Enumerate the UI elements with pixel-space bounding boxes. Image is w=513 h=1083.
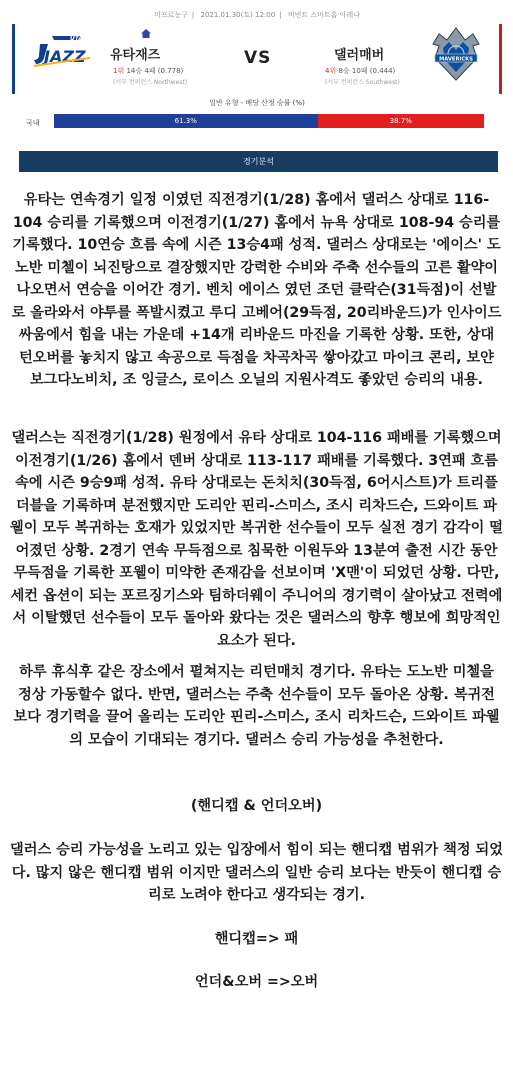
svg-text:JAZZ: JAZZ: [44, 47, 86, 66]
handicap-heading: (핸디캡 & 언더오버): [190, 798, 323, 814]
odds-title: 일반 유형 - 배당 산정 승률 (%): [209, 99, 305, 107]
section-title: 경기분석: [243, 157, 274, 166]
handicap-paragraph: 댈러스 승리 가능성을 노리고 있는 입장에서 힘이 되는 핸디캡 범위가 책정 되었다. 많지 않은 핸디캡 범위 이지만 댈러스의 일반 승리 보다는 반듯이 핸디캡 승리로 노려야 한다고 생각되는 경기.: [10, 842, 503, 903]
home-team-conference: (서부 컨퍼런스 Northwest): [113, 79, 188, 86]
svg-text:UTAH: UTAH: [70, 35, 89, 42]
mavericks-logo: [427, 24, 485, 84]
svg-text:MAVERICKS: MAVERICKS: [439, 56, 473, 63]
away-team-rank: 4위: [325, 67, 337, 75]
home-icon: [141, 29, 151, 38]
away-team-record: [325, 66, 395, 76]
odds-row-label: 국내: [26, 119, 40, 127]
away-team-stripe: [499, 24, 502, 94]
over-under-pick: 언더&오버 =>오버: [194, 974, 319, 990]
match-datetime: 2021.01.30(토) 12:00: [200, 11, 276, 19]
match-card: [12, 4, 502, 134]
home-team-record: [113, 66, 183, 76]
section-header: [19, 151, 498, 172]
league-label: 미프로농구: [154, 11, 188, 19]
away-team-winloss: 8승 10패 (0.444): [338, 67, 396, 75]
vs-label: VS: [244, 48, 272, 68]
home-odds-bar: [54, 114, 318, 128]
away-odds-bar: [318, 114, 484, 128]
analysis-paragraph-summary: 하루 휴식후 같은 장소에서 펼쳐지는 리턴매치 경기다. 유타는 도노반 미첼을 정상 가동할수 없다. 반면, 댈러스는 주축 선수들이 모두 돌아온 상황. 복귀전 보다 경기력을 끌어 올리는 도리안 핀리-스미스, 조시 리차드슨, 드와이트 파웰의 모습이 기대되는 경기다. 댈러스 승리 가능성을 추천한다.: [13, 664, 500, 748]
analysis-paragraph-away: 댈러스는 직전경기(1/28) 원정에서 유타 상대로 104-116 패배를 기록했으며 이전경기(1/26) 홈에서 덴버 상대로 113-117 패배를 기록했다. 3연패 흐름 속에 시즌 9승9패 성적. 유타 상대로는 돈치치(30득점, 6어시스트)가 트리플 더블을 기록하며 분전했지만 도리안 핀리-스미스, 조시 리차드슨, 드와이트 파웰이 모두 복귀하는 호재가 있었지만 복귀한 선수들이 모두 실전 경기 감각이 떨어졌던 상황. 2경기 연속 무득점으로 침묵한 이원두와 13분여 출전 시간 동안 무득점을 기록한 포웰이 미약한 존재감을 선보이며 'X맨'이 되었던 상황. 다만, 세컨 옵션이 되는 포르징기스와 팀하더웨이 주니어의 경기력이 살아났고 전력에서 이탈했던 선수들이 모두 돌아와 왔다는 것은 댈러스의 향후 행보에 희망적인 요소가 된다.: [10, 430, 503, 649]
analysis-paragraph-home: 유타는 연속경기 일정 이였던 직전경기(1/28) 홈에서 댈러스 상대로 116-104 승리를 기록했으며 이전경기(1/27) 홈에서 뉴욕 상대로 108-94 승리를 기록했다. 10연승 흐름 속에 시즌 13승4패 성적. 댈러스 상대로는 '에이스' 도노반 미첼이 뇌진탕으로 결장했지만 강력한 수비와 주축 선수들의 고른 활약이 나오면서 연승을 이어간 경기. 벤치 에이스 였던 조던 클락슨(31득점)이 선발로 올라와서 야투를 폭발시켰고 루디 고베어(29득점, 20리바운드)가 인사이드 싸움에서 힘을 내는 가운데 +14개 리바운드 마진을 기록한 상황. 또한, 상대 턴오버를 놓치지 않고 속공으로 득점을 차곡차곡 쌓아갔고 마이크 콘리, 보얀 보그다노비치, 조 잉글스, 로이스 오닐의 지원사격도 좋았던 승리의 내용.: [11, 192, 502, 388]
venue-label: 비빈트 스마트홈 아레나: [287, 11, 360, 19]
away-team-conference: (서부 컨퍼런스 Southwest): [325, 79, 400, 86]
home-odds-pct: 61.3%: [174, 117, 197, 125]
home-team-name: 유타재즈: [110, 48, 161, 63]
match-meta: 미프로농구 | 2021.01.30(토) 12:00 | 비빈트 스마트홈 아레나: [154, 11, 360, 19]
home-team-rank: 1위: [113, 67, 125, 75]
jazz-logo: [30, 32, 100, 72]
home-team-stripe: [12, 24, 15, 94]
odds-bar: [54, 114, 484, 128]
away-team-name: 댈러매버: [334, 48, 385, 63]
handicap-pick: 핸디캡=> 패: [214, 931, 299, 947]
away-odds-pct: 38.7%: [389, 117, 412, 125]
home-team-winloss: 14승 4패 (0.778): [126, 67, 184, 75]
